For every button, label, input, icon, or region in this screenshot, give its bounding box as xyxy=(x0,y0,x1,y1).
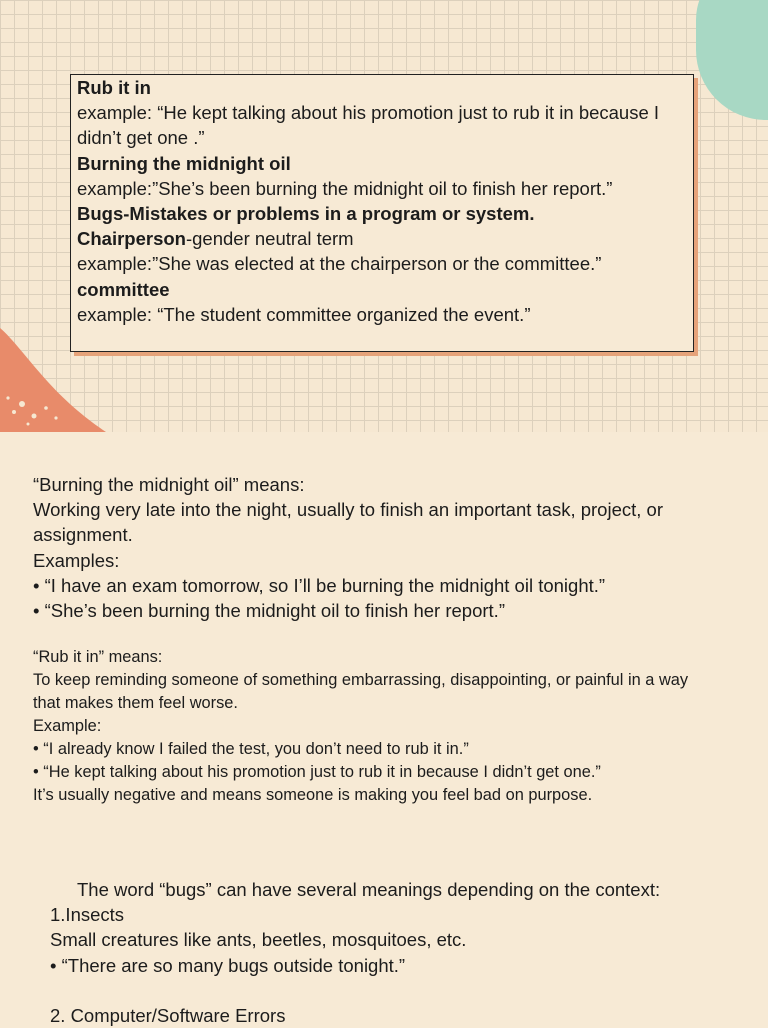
term-rub-it-in: Rub it in xyxy=(77,77,151,98)
rubit-example-item: • “I already know I failed the test, you don’t need to rub it in.” xyxy=(33,740,469,758)
midnight-example-item: • “She’s been burning the midnight oil to finish her report.” xyxy=(33,600,505,622)
midnight-oil-section xyxy=(33,472,663,623)
term-chairperson: Chairperson xyxy=(77,228,186,250)
rubit-example-item: • “He kept talking about his promotion just to rub it in because I didn’t get one.” xyxy=(33,763,601,781)
term-burning-example: example:”She’s been burning the midnight oil to finish her report.” xyxy=(77,177,613,199)
rub-it-in-section xyxy=(33,646,688,807)
vocabulary-note-box xyxy=(70,74,694,352)
rubit-meaning: To keep reminding someone of something embarrassing, disappointing, or painful in a way xyxy=(33,671,689,689)
bugs-item1-desc: Small creatures like ants, beetles, mosquitoes, etc. xyxy=(50,929,467,951)
rubit-meaning-cont: that makes them feel worse. xyxy=(33,694,238,712)
term-rub-it-in-example-cont: didn’t get one .” xyxy=(77,127,205,149)
term-committee-example: example: “The student committee organized the event.” xyxy=(77,303,531,325)
midnight-example-item: • “I have an exam tomorrow, so I’ll be burning the midnight oil tonight.” xyxy=(33,574,606,596)
term-chairperson-example: example:”She was elected at the chairperson or the committee.” xyxy=(77,253,602,275)
rubit-heading: “Rub it in” means: xyxy=(33,648,163,666)
midnight-meaning-cont: assignment. xyxy=(33,524,133,546)
midnight-meaning: Working very late into the night, usually to finish an important task, project, or xyxy=(33,499,663,521)
bugs-intro: The word “bugs” can have several meanings depending on the context: xyxy=(77,879,661,900)
bugs-item2-title: 2. Computer/Software Errors xyxy=(50,1004,286,1026)
spacer xyxy=(50,978,660,1003)
bugs-item1-title: 1.Insects xyxy=(50,904,125,926)
term-chairperson-desc: -gender neutral term xyxy=(185,228,354,250)
bugs-item1-example: • “There are so many bugs outside tonight.” xyxy=(50,954,406,976)
term-burning-midnight-oil: Burning the midnight oil xyxy=(77,152,291,174)
green-blob-decoration xyxy=(696,0,768,120)
term-bugs: Bugs-Mistakes or problems in a program or system. xyxy=(77,203,535,225)
term-chairperson-line xyxy=(77,226,687,251)
term-committee: committee xyxy=(77,278,170,300)
term-rub-it-in-example: example: “He kept talking about his promotion just to rub it in because I xyxy=(77,102,660,124)
midnight-examples-label: Examples: xyxy=(33,549,120,571)
rubit-example-label: Example: xyxy=(33,717,102,735)
bugs-section xyxy=(50,877,660,1028)
rubit-note: It’s usually negative and means someone is making you feel bad on purpose. xyxy=(33,786,593,804)
midnight-heading: “Burning the midnight oil” means: xyxy=(33,474,305,495)
